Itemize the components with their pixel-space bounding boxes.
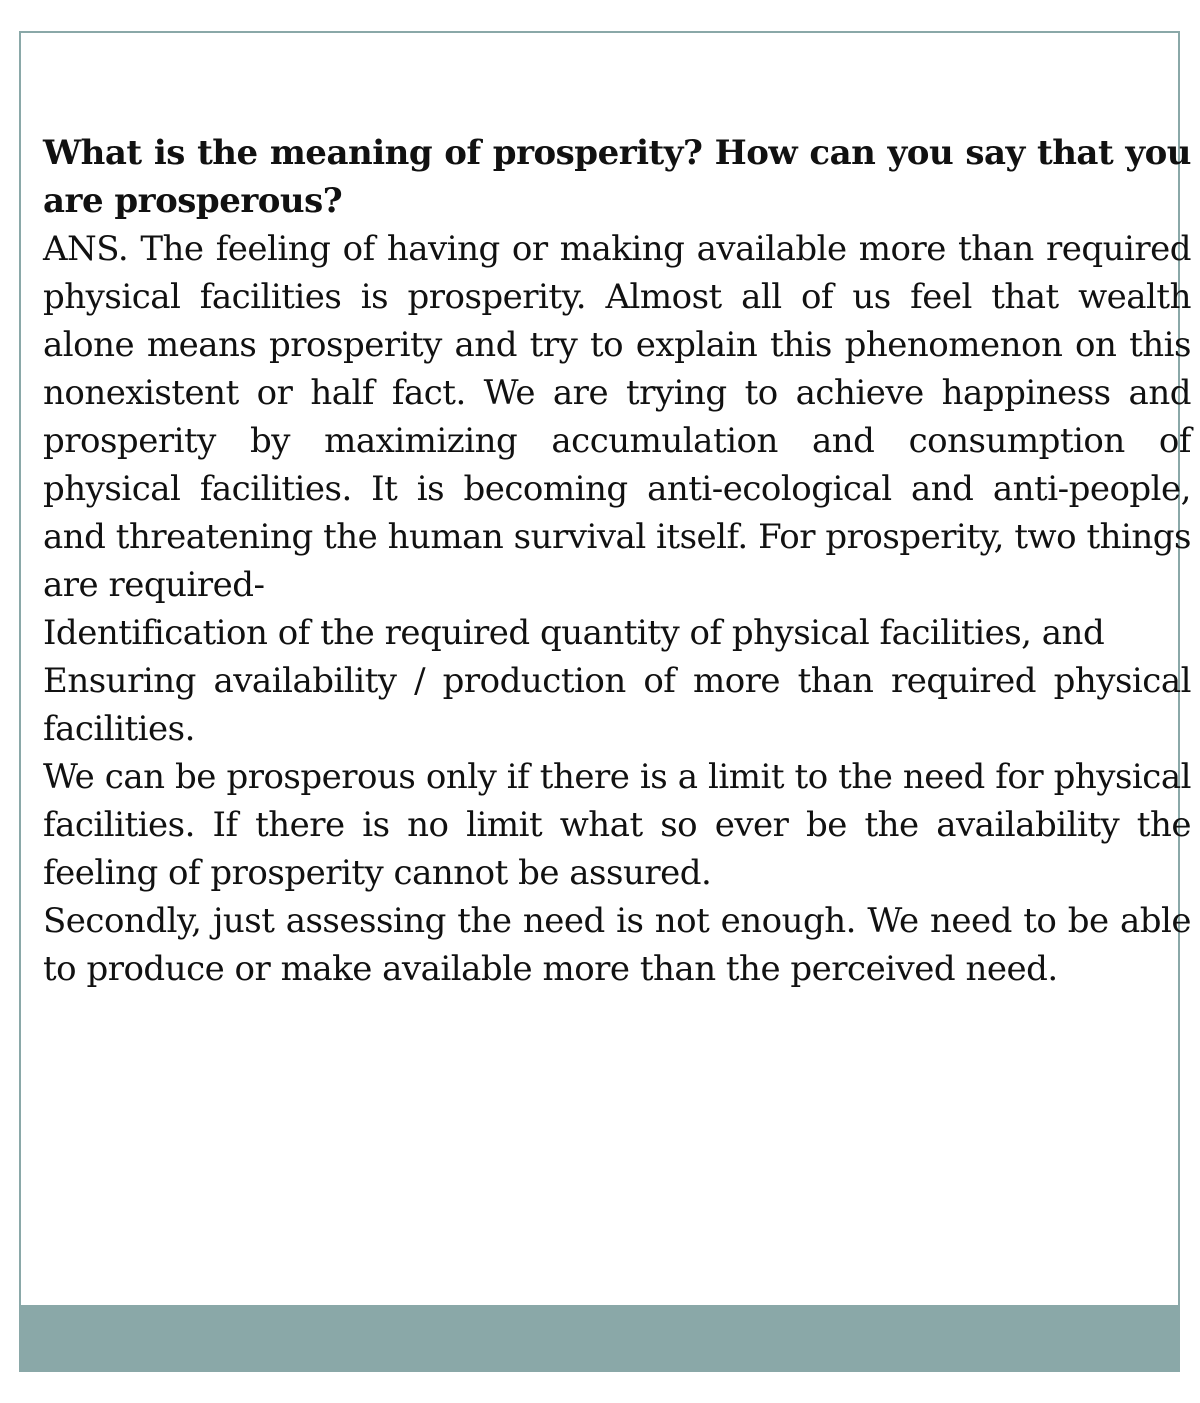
requirement-1: Identification of the required quantity of physical facilities, and (43, 613, 1105, 653)
slide-content (43, 129, 1191, 993)
question-heading: What is the meaning of prosperity? How can you say that you are prosperous? (43, 133, 1191, 221)
secondly-paragraph: Secondly, just assessing the need is not enough. We need to be able to produce or make available more than the perceived need. (43, 901, 1191, 989)
requirement-2: Ensuring availability / production of more than required physical facilities. (43, 661, 1191, 749)
footer-bar (21, 1305, 1178, 1370)
answer-paragraph: ANS. The feeling of having or making available more than required physical facilities is prosperity. Almost all of us feel that wealth alone means prosperity and try to explain this phenomenon on this nonexistent or half fact. We are trying to achieve happiness and prosperity by maximizing accumulation and consumption of physical facilities. It is becoming anti-ecological and anti-people, and threatening the human survival itself. For prosperity, two things are required- (43, 229, 1191, 605)
limit-paragraph: We can be prosperous only if there is a limit to the need for physical facilities. If there is no limit what so ever be the availability the feeling of prosperity cannot be assured. (43, 757, 1191, 893)
slide-frame (19, 31, 1191, 1372)
